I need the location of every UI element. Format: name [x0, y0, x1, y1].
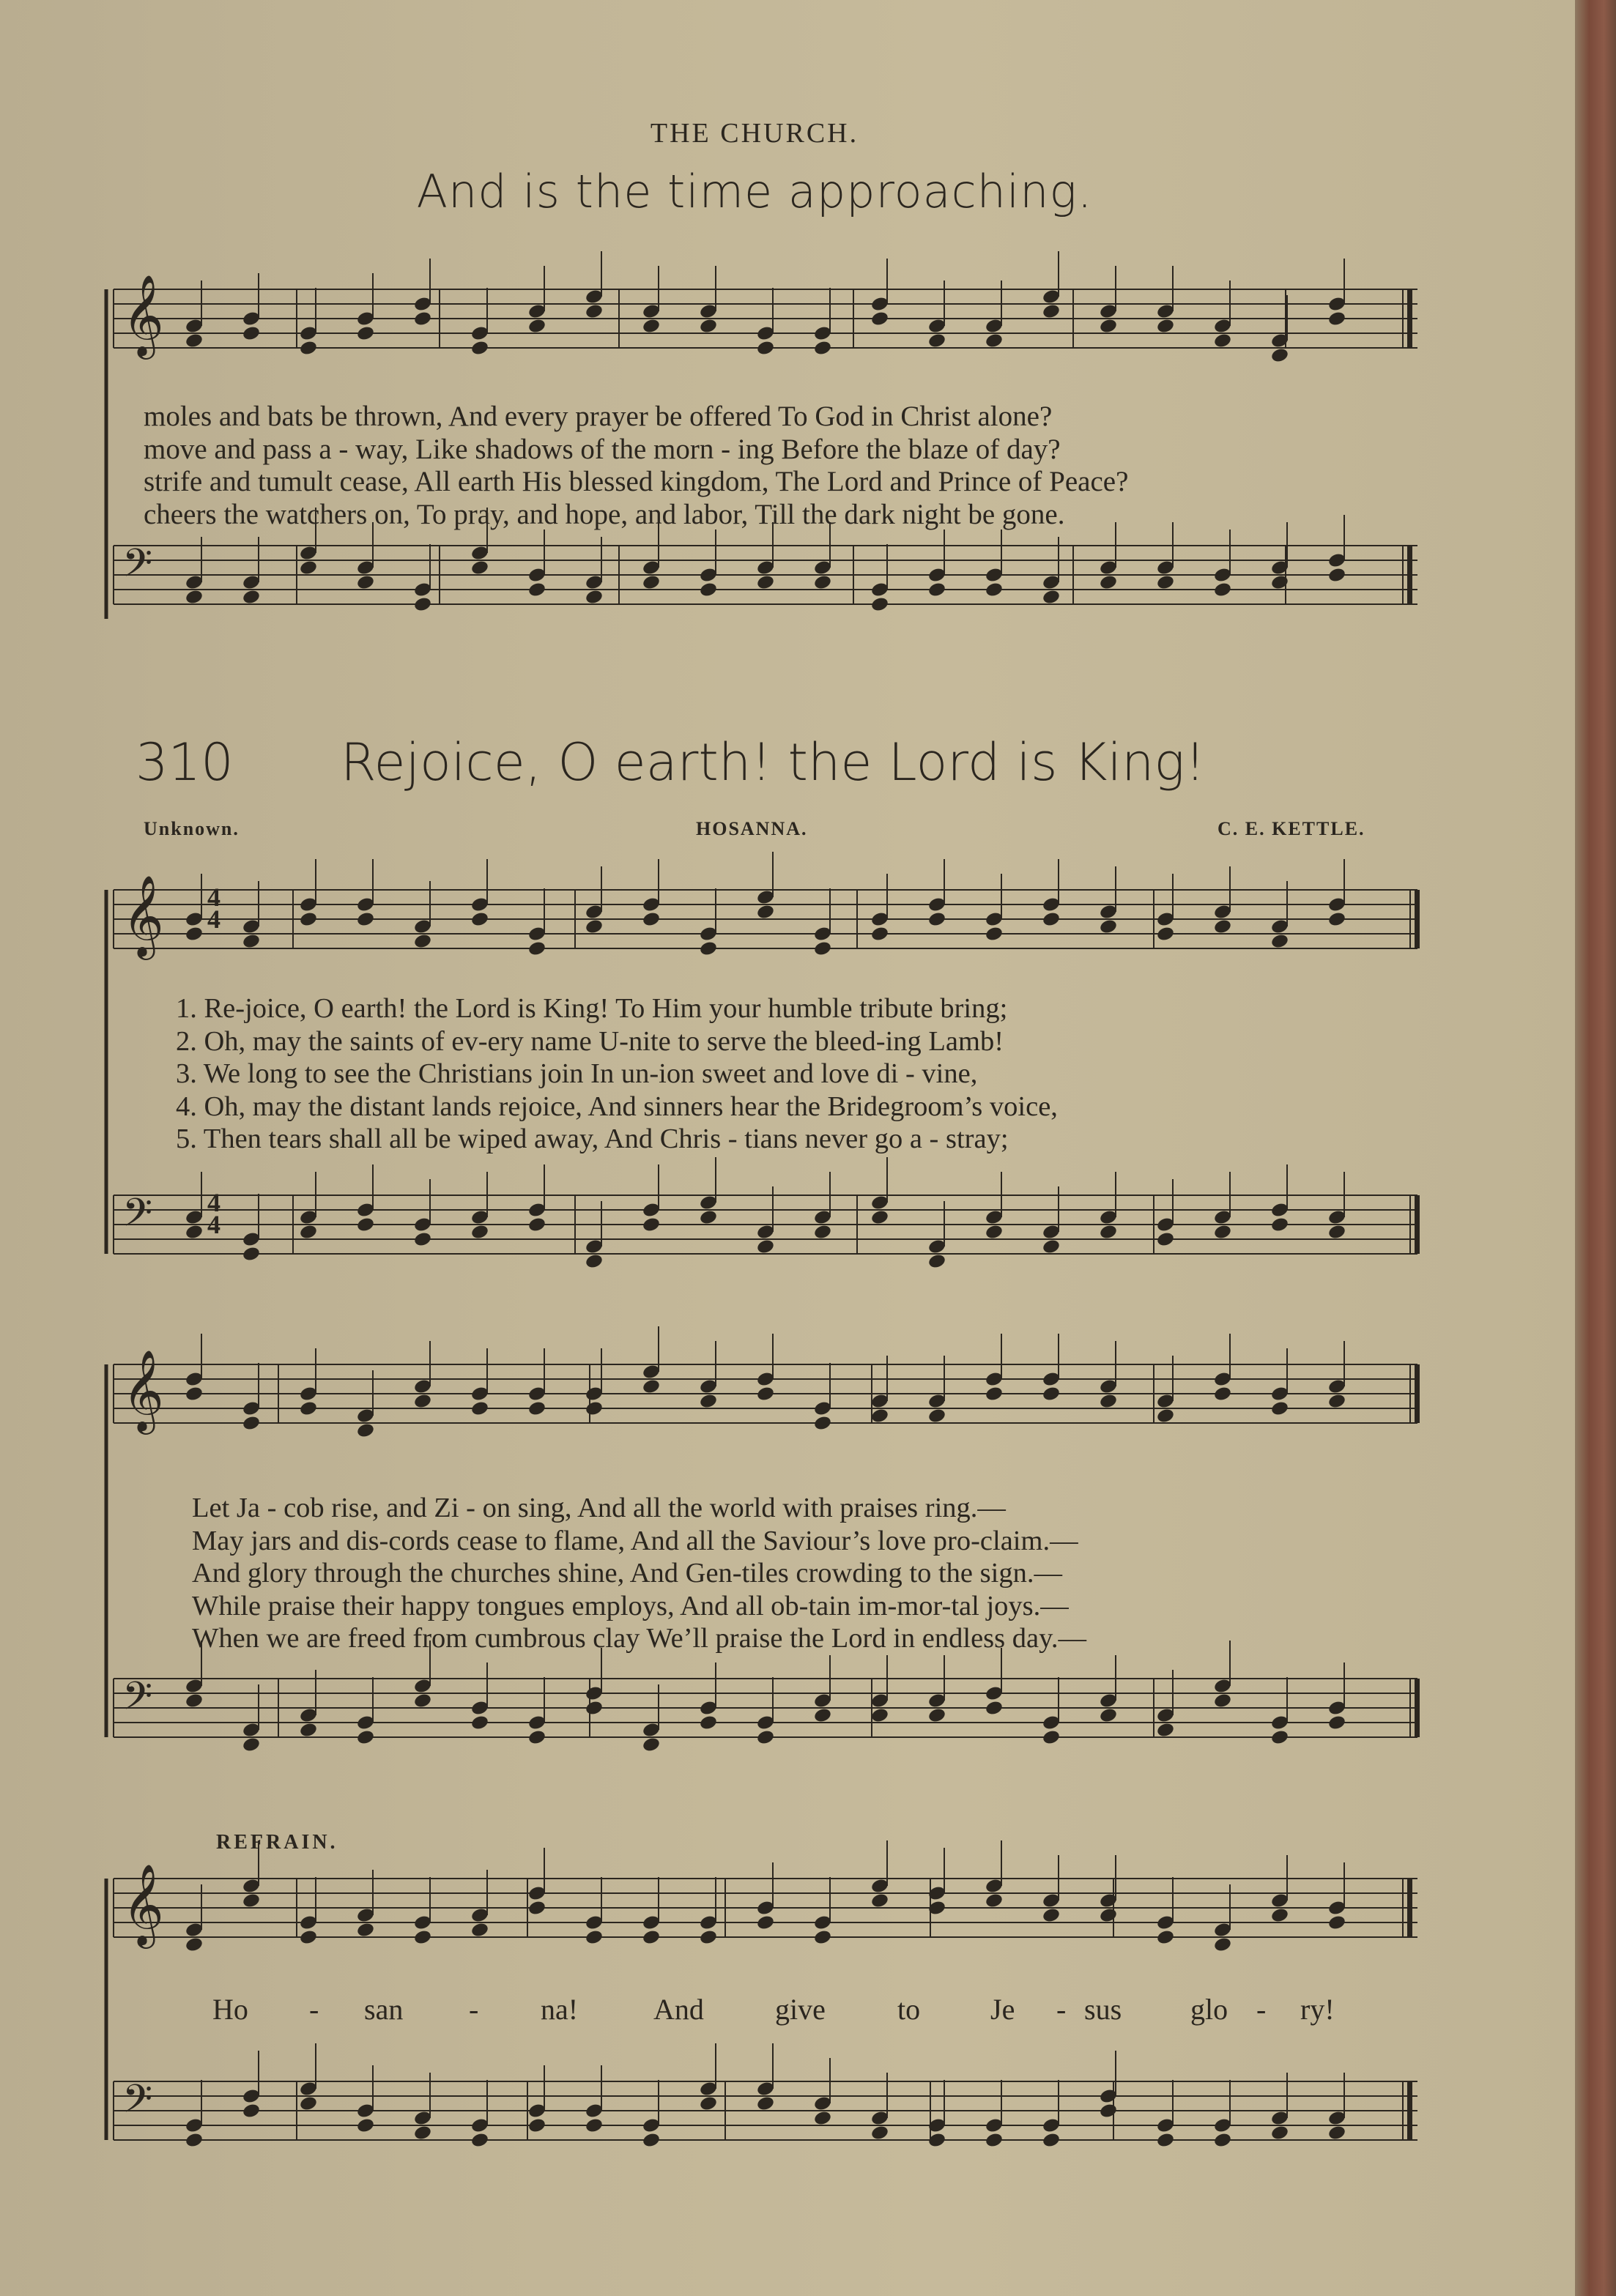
note-head [756, 2095, 775, 2112]
note-head [1156, 926, 1175, 943]
refrain-word: - [309, 1993, 319, 2026]
refrain-word: Je [990, 1993, 1015, 2026]
note-head [470, 911, 489, 928]
note-head [527, 1729, 546, 1746]
note-head [242, 1246, 261, 1263]
lyric-line: cheers the watchers on, To pray, and hope, and labor, Till the dark night be gone. [144, 498, 1065, 530]
note-head [642, 1378, 661, 1395]
refrain-word: sus [1084, 1993, 1122, 2026]
note-head [585, 918, 604, 935]
note-head [1327, 1224, 1346, 1241]
note-head [813, 340, 832, 357]
note-head [985, 332, 1004, 349]
note-head [185, 589, 204, 606]
note-head [242, 933, 261, 950]
note-head [870, 1209, 889, 1226]
refrain-word: - [1056, 1993, 1067, 2026]
refrain-word: to [897, 1993, 921, 2026]
note-head [470, 2132, 489, 2149]
note-head [870, 926, 889, 943]
treble-clef: 𝄞 [122, 874, 164, 956]
note-head [413, 2125, 432, 2141]
note-head [585, 2117, 604, 2134]
previous-hymn-lyrics [144, 401, 1128, 531]
time-signature-treble: 4 4 [207, 883, 220, 934]
hymn-title: Rejoice, O earth! the Lord is King! [341, 732, 1206, 792]
verse-line: While praise their happy tongues employs, And all ob-tain im-mor-tal joys.— [192, 1590, 1069, 1621]
note-head [299, 340, 318, 357]
note-head [1156, 1929, 1175, 1946]
note-head [699, 1714, 718, 1731]
refrain-word: Ho [212, 1993, 248, 2026]
note-head [1156, 574, 1175, 591]
note-head [756, 1729, 775, 1746]
treble-clef: 𝄞 [122, 1863, 164, 1945]
verse-line: And glory through the churches shine, And Gen-tiles crowding to the sign.— [192, 1558, 1062, 1589]
note-head [1270, 1216, 1289, 1233]
note-head [1156, 1408, 1175, 1424]
final-barline [1415, 1195, 1420, 1254]
note-head [870, 1892, 889, 1909]
verse-lyrics-part-1 [176, 992, 1058, 1156]
refrain-word: na! [541, 1993, 579, 2026]
note-head [470, 1400, 489, 1417]
bass-clef: 𝄢 [122, 541, 153, 595]
note-head [642, 1929, 661, 1946]
note-head [527, 1900, 546, 1917]
note-head [1042, 589, 1061, 606]
note-head [813, 1415, 832, 1432]
note-head [1213, 582, 1232, 598]
note-head [1327, 2125, 1346, 2141]
note-head [1099, 1707, 1118, 1724]
refrain-word: ry! [1300, 1993, 1335, 2026]
note-head [527, 1400, 546, 1417]
note-head [756, 340, 775, 357]
tune-name: HOSANNA. [696, 818, 808, 839]
note-head [1327, 1714, 1346, 1731]
note-head [527, 1216, 546, 1233]
note-head [642, 574, 661, 591]
section-header: THE CHURCH. [650, 118, 859, 149]
note-head [299, 911, 318, 928]
note-head [927, 1707, 946, 1724]
verse-line: 2. Oh, may the saints of ev-ery name U-nite to serve the bleed-ing Lamb! [176, 1025, 1004, 1057]
note-head [1156, 318, 1175, 335]
note-head [756, 574, 775, 591]
note-head [985, 2132, 1004, 2149]
note-head [699, 1393, 718, 1410]
note-head [699, 1929, 718, 1946]
refrain-word: And [653, 1993, 704, 2026]
note-head [1042, 1729, 1061, 1746]
note-head [756, 1238, 775, 1255]
verse-lyrics-part-2 [192, 1492, 1086, 1655]
note-head [299, 1929, 318, 1946]
note-head [242, 1415, 261, 1432]
note-head [813, 1929, 832, 1946]
note-head [813, 2110, 832, 2127]
note-head [927, 1253, 946, 1270]
treble-clef: 𝄞 [122, 1349, 164, 1431]
note-head [699, 582, 718, 598]
lyric-line: move and pass a - way, Like shadows of the morn - ing Before the blaze of day? [144, 433, 1061, 465]
note-head [299, 1722, 318, 1739]
note-head [1270, 933, 1289, 950]
note-head [1213, 1693, 1232, 1709]
note-head [413, 1929, 432, 1946]
note-head [1327, 1914, 1346, 1931]
note-head [185, 2132, 204, 2149]
note-head [185, 926, 204, 943]
note-head [356, 911, 375, 928]
note-head [1213, 918, 1232, 935]
note-head [927, 582, 946, 598]
note-head [185, 1693, 204, 1709]
note-head [585, 1253, 604, 1270]
bass-clef: 𝄢 [122, 1674, 153, 1728]
note-head [1099, 1224, 1118, 1241]
note-head [1099, 1907, 1118, 1924]
note-head [1327, 911, 1346, 928]
note-head [356, 1216, 375, 1233]
note-head [585, 1700, 604, 1717]
note-head [1042, 1238, 1061, 1255]
note-head [413, 1231, 432, 1248]
note-head [870, 1408, 889, 1424]
time-signature-bass: 4 4 [207, 1188, 220, 1239]
note-head [642, 2132, 661, 2149]
note-head [1270, 347, 1289, 364]
verse-line: When we are freed from cumbrous clay We’ll praise the Lord in endless day.— [192, 1623, 1086, 1654]
note-head [870, 311, 889, 327]
note-head [642, 1216, 661, 1233]
verse-line: 3. We long to see the Christians join In un-ion sweet and love di - vine, [176, 1058, 978, 1089]
note-head [585, 303, 604, 320]
note-head [470, 1922, 489, 1939]
refrain-word: give [775, 1993, 826, 2026]
note-heads [185, 251, 1420, 2148]
note-head [242, 1892, 261, 1909]
refrain-word: glo [1190, 1993, 1228, 2026]
previous-hymn-title: And is the time approaching. [416, 165, 1093, 218]
note-head [470, 340, 489, 357]
note-head [527, 2117, 546, 2134]
note-head [242, 325, 261, 342]
note-head [985, 1386, 1004, 1403]
note-head [1042, 911, 1061, 928]
note-head [813, 940, 832, 957]
clefs [122, 274, 164, 2131]
final-barline [1407, 2081, 1412, 2140]
note-head [870, 2125, 889, 2141]
bass-clef: 𝄢 [122, 1191, 153, 1245]
note-head [1099, 918, 1118, 935]
verse-line: 5. Then tears shall all be wiped away, And Chris - tians never go a - stray; [176, 1123, 1009, 1154]
note-head [585, 1929, 604, 1946]
note-head [699, 940, 718, 957]
bass-clef: 𝄢 [122, 2077, 153, 2131]
verse-line: 4. Oh, may the distant lands rejoice, And sinners hear the Bridegroom’s voice, [176, 1091, 1058, 1122]
final-barline [1415, 1364, 1420, 1423]
note-head [1213, 1224, 1232, 1241]
verse-line: May jars and dis-cords cease to flame, And all the Saviour’s love pro-claim.— [192, 1525, 1078, 1556]
note-head [185, 1224, 204, 1241]
note-head [299, 2095, 318, 2112]
note-head [1099, 574, 1118, 591]
note-head [1270, 1907, 1289, 1924]
note-head [756, 904, 775, 921]
note-head [413, 933, 432, 950]
note-head [299, 560, 318, 576]
note-head [1327, 1393, 1346, 1410]
note-head [927, 911, 946, 928]
note-head [1099, 1393, 1118, 1410]
note-head [413, 1693, 432, 1709]
note-head [1270, 1729, 1289, 1746]
note-head [813, 1707, 832, 1724]
note-head [1156, 2132, 1175, 2149]
note-head [242, 1736, 261, 1753]
note-head [185, 332, 204, 349]
note-head [699, 1209, 718, 1226]
note-head [585, 1400, 604, 1417]
note-head [1099, 318, 1118, 335]
note-head [356, 574, 375, 591]
note-head [356, 325, 375, 342]
note-head [185, 1386, 204, 1403]
note-head [470, 1224, 489, 1241]
treble-clef: 𝄞 [122, 274, 164, 356]
note-head [813, 1224, 832, 1241]
note-head [1213, 1386, 1232, 1403]
note-head [470, 560, 489, 576]
book-cover-edge [1575, 0, 1616, 2296]
note-head [1270, 574, 1289, 591]
hymn-author: Unknown. [144, 818, 240, 839]
note-head [356, 2117, 375, 2134]
note-head [642, 318, 661, 335]
lyric-line: strife and tumult cease, All earth His blessed kingdom, The Lord and Prince of Peace? [144, 466, 1129, 497]
note-head [1042, 1907, 1061, 1924]
refrain-word: - [469, 1993, 479, 2026]
note-head [1213, 332, 1232, 349]
note-head [1042, 303, 1061, 320]
note-head [985, 1224, 1004, 1241]
note-head [756, 1914, 775, 1931]
note-head [356, 1422, 375, 1439]
note-head [1042, 2132, 1061, 2149]
note-head [1327, 311, 1346, 327]
note-head [1270, 1400, 1289, 1417]
note-head [985, 926, 1004, 943]
note-head [527, 582, 546, 598]
final-barline [1415, 1679, 1420, 1737]
note-head [699, 2095, 718, 2112]
note-head [242, 2103, 261, 2119]
note-head [527, 940, 546, 957]
note-head [1156, 1722, 1175, 1739]
refrain-word: san [364, 1993, 404, 2026]
note-head [299, 1400, 318, 1417]
note-head [985, 1892, 1004, 1909]
verse-line: Let Ja - cob rise, and Zi - on sing, And all the world with praises ring.— [192, 1493, 1006, 1523]
note-head [927, 332, 946, 349]
note-head [413, 311, 432, 327]
refrain-word: - [1256, 1993, 1267, 2026]
note-head [413, 596, 432, 613]
note-head [699, 318, 718, 335]
note-head [1156, 1231, 1175, 1248]
note-head [356, 1922, 375, 1939]
note-head [413, 1393, 432, 1410]
note-head [1270, 2125, 1289, 2141]
note-head [527, 318, 546, 335]
note-head [356, 1729, 375, 1746]
note-head [470, 1714, 489, 1731]
note-head [242, 589, 261, 606]
note-head [870, 1707, 889, 1724]
refrain-label: REFRAIN. [216, 1831, 338, 1854]
note-head [642, 911, 661, 928]
note-head [927, 1408, 946, 1424]
note-head [1042, 1386, 1061, 1403]
note-head [985, 582, 1004, 598]
hymn-composer: C. E. KETTLE. [1217, 818, 1365, 839]
note-head [299, 1224, 318, 1241]
verse-line: 1. Re-joice, O earth! the Lord is King! To Him your humble tribute bring; [176, 993, 1008, 1024]
note-head [756, 1386, 775, 1403]
note-head [985, 1700, 1004, 1717]
note-head [1213, 1936, 1232, 1953]
note-head [870, 596, 889, 613]
final-barline [1415, 890, 1420, 948]
final-barline [1407, 289, 1412, 348]
lyric-line: moles and bats be thrown, And every prayer be offered To God in Christ alone? [144, 401, 1053, 432]
note-head [1213, 2132, 1232, 2149]
hymn-number: 310 [136, 732, 234, 792]
note-head [813, 574, 832, 591]
final-barline [1407, 546, 1412, 604]
note-head [585, 589, 604, 606]
final-barline [1407, 1879, 1412, 1937]
note-head [1099, 2103, 1118, 2119]
note-head [1327, 567, 1346, 584]
note-head [642, 1736, 661, 1753]
note-head [185, 1936, 204, 1953]
